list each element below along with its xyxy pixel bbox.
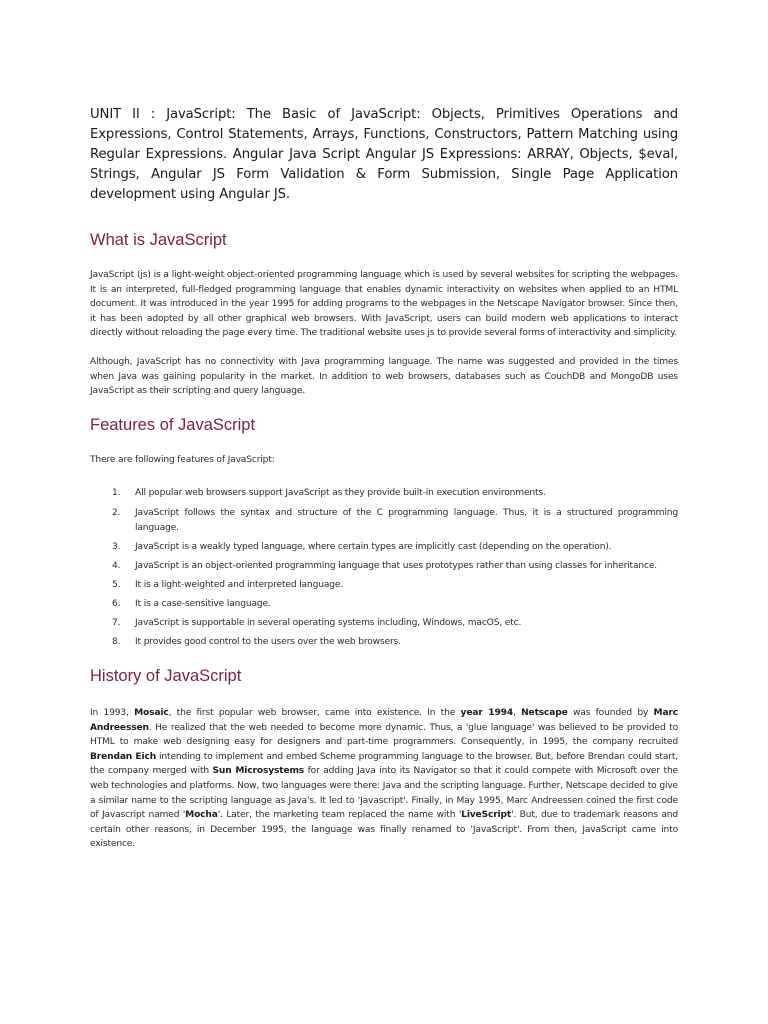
what-is-paragraph-1: JavaScript (js) is a light-weight object-oriented programming language which is used by several websites for scripting the webpages. It is an interpreted, full-fledged programming language that enables dynamic interactivity on websites when applied to an HTML document. It was introduced in the year 1995 for adding programs to the webpages in the Netscape Navigator browser. Since then, it has been adopted by all other graphical web browsers. With JavaScript, users can build modern web applications to interact directly without reloading the page every time. The traditional website uses js to provide several forms of interactivity and simplicity. [90, 270, 678, 339]
history-paragraph: In 1993, Mosaic, the first popular web browser, came into existence. In the year 1994, Netscape was founded by Marc Andreessen. He realized that the web needed to become more dynamic. Thus, a 'glue language' was believed to be provided to HTML to make web designing easy for designers and part-time programmers. Consequently, in 1995, the company recruited Brendan Eich intending to implement and embed Scheme programming language to the browser. But, before Brendan could start, the company merged with Sun Microsystems for adding Java into its Navigator so that it could compete with Microsoft over the web technologies and platforms. Now, two languages were there: Java and the scripting language. Further, Netscape decided to give a similar name to the scripting language as Java's. It led to 'Javascript'. Finally, in May 1995, Marc Andreessen coined the first code of Javascript named 'Mocha'. Later, the marketing team replaced the name with 'LiveScript'. But, due to trademark reasons and certain other reasons, in December 1995, the language was finally renamed to 'JavaScript'. From then, JavaScript came into existence. [90, 708, 679, 850]
list-item: 5. It is a light-weighted and interpreted language. [112, 580, 344, 590]
features-intro: There are following features of JavaScript: [90, 455, 275, 465]
what-is-paragraph-2: Although, JavaScript has no connectivity with Java programming language. The name was suggested and provided in the times when Java was gaining popularity in the market. In addition to web browsers, databases such as CouchDB and MongoDB uses JavaScript as their scripting and query language. [90, 357, 678, 397]
unit-header: UNIT II : JavaScript: The Basic of JavaScript: Objects, Primitives Operations and Expressions, Control Statements, Arrays, Functions, Constructors, Pattern Matching using Regular Expressions. Angular Java Script Angular JS Expressions: ARRAY, Objects, $eval, Strings, Angular JS Form Validation & Form Submission, Single Page Application development using Angular JS. [90, 107, 678, 203]
heading-features-of-javascript: Features of JavaScript [90, 416, 256, 434]
list-item: 8. It provides good control to the users over the web browsers. [112, 637, 401, 647]
list-item: 1. All popular web browsers support JavaScript as they provide built-in execution environments. [112, 488, 546, 498]
heading-what-is-javascript: What is JavaScript [90, 231, 227, 249]
list-item: 3. JavaScript is a weakly typed language, where certain types are implicitly cast (depending on the operation). [112, 542, 612, 552]
list-item: 2. JavaScript follows the syntax and structure of the C programming language. Thus, it is a structured programming language. [112, 508, 678, 533]
list-item: 6. It is a case-sensitive language. [112, 599, 271, 609]
list-item: 7. JavaScript is supportable in several operating systems including, Windows, macOS, etc. [112, 618, 522, 628]
list-item: 4. JavaScript is an object-oriented programming language that uses prototypes rather than using classes for inheritance. [112, 561, 658, 571]
heading-history-of-javascript: History of JavaScript [90, 667, 242, 685]
